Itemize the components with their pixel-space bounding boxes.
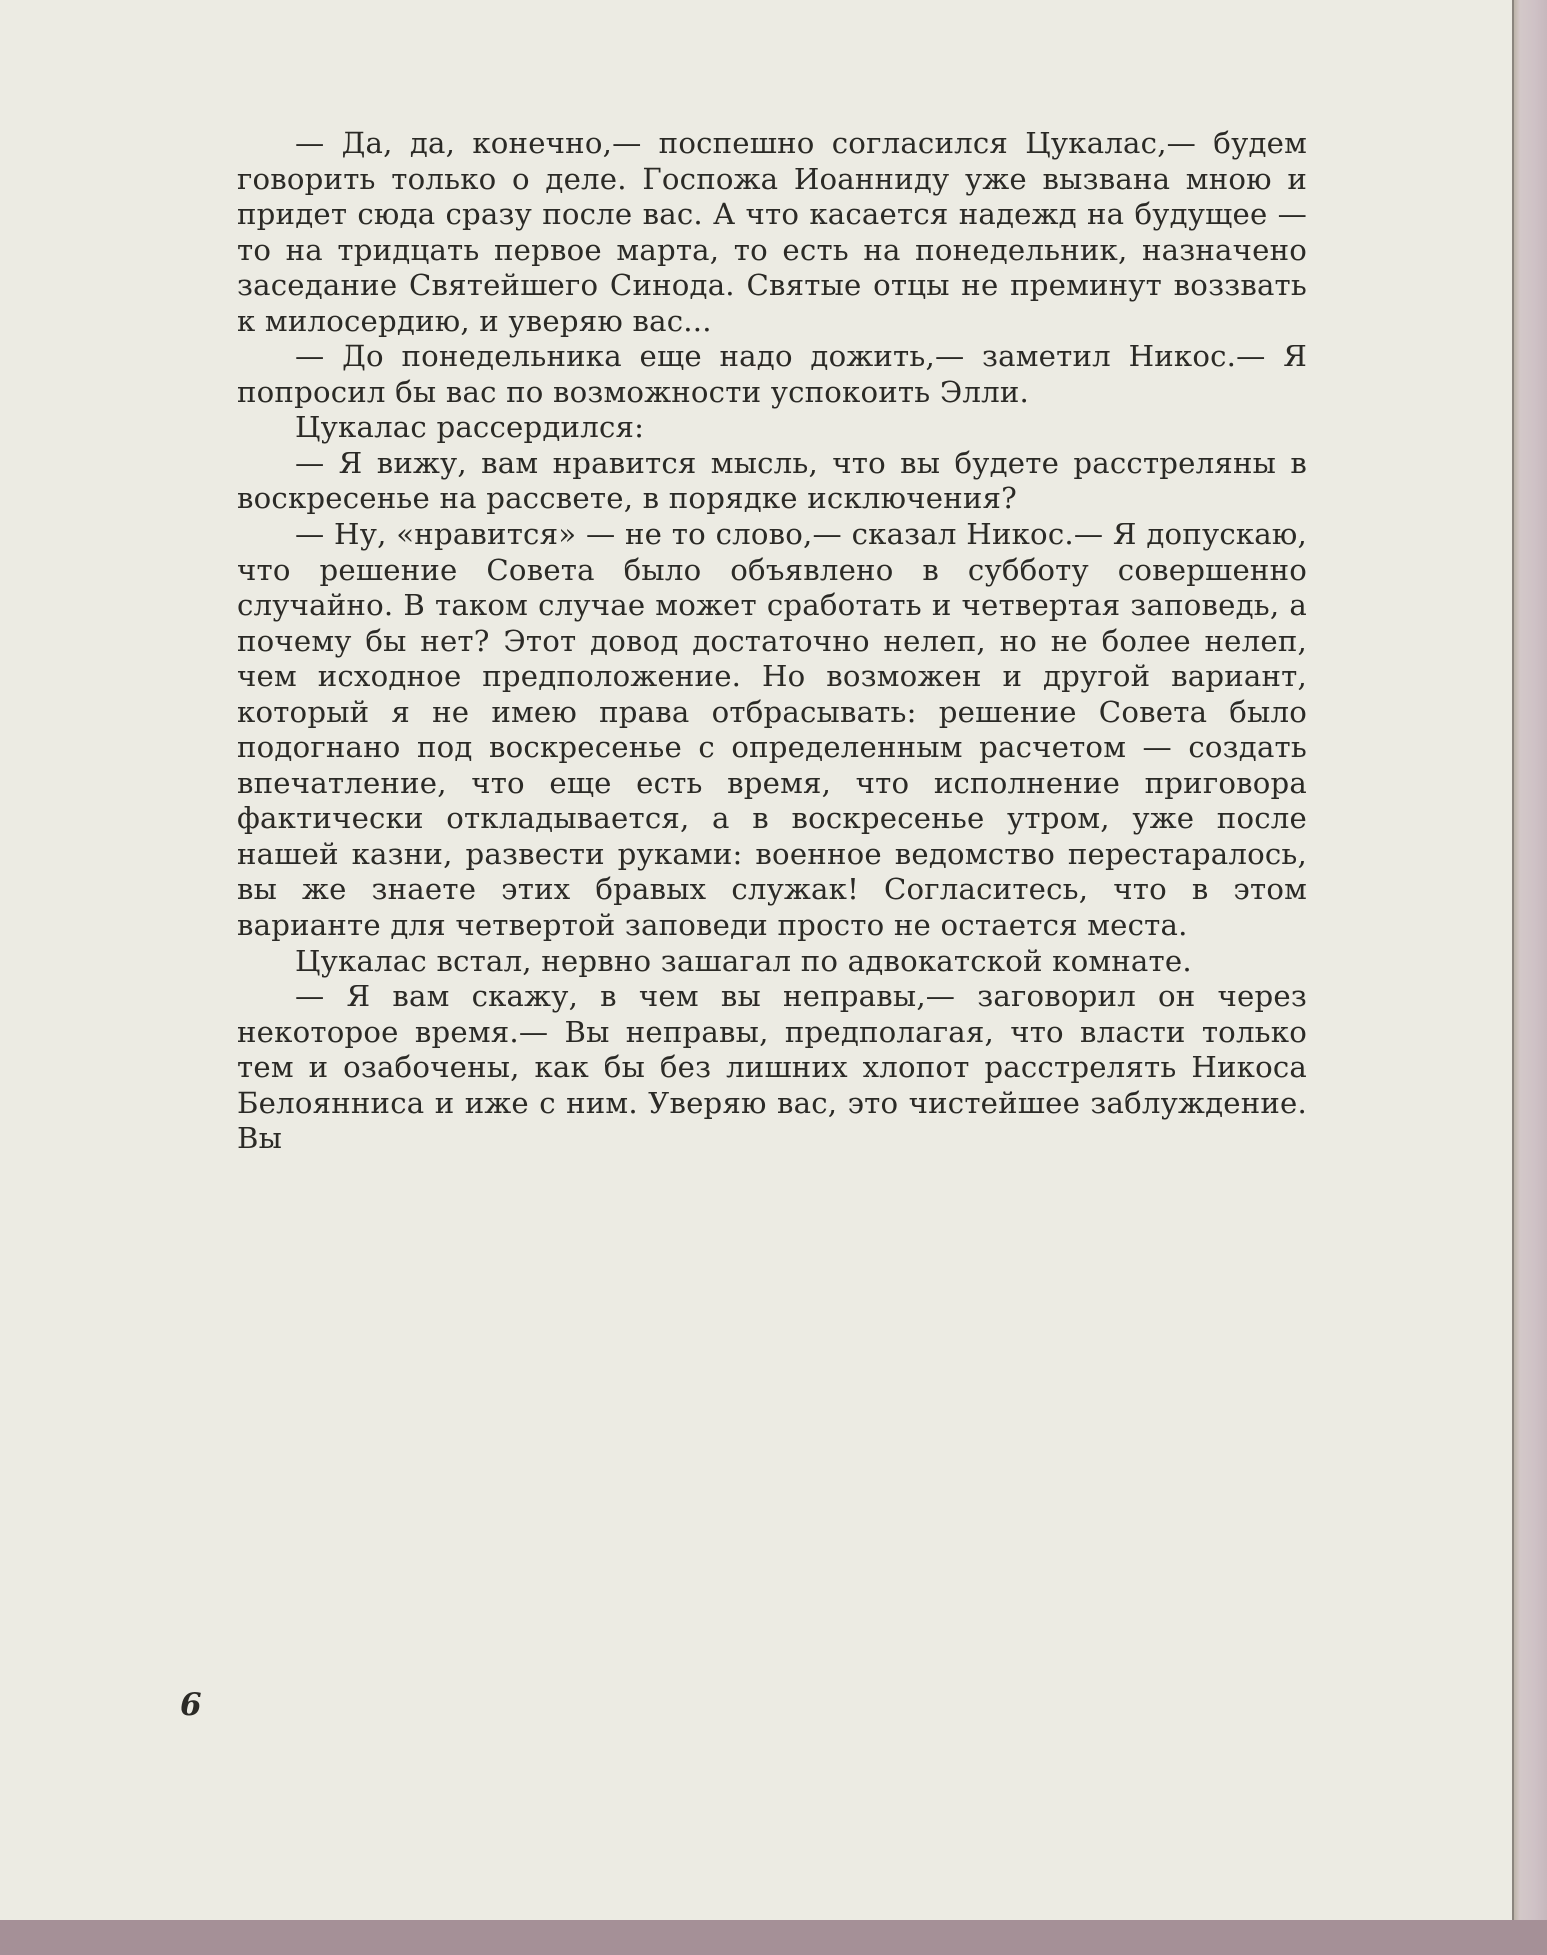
paragraph: — Я вам скажу, в чем вы неправы,— заговорил он через некоторое время.— Вы неправы, предполагая, что власти только тем и озабочены, как бы без лишних хлопот расстрелять Никоса Белоянниса и иже с ним. Уверяю вас, это чистейшее заблуждение. Вы [237,979,1307,1156]
paragraph: Цукалас рассердился: [295,410,645,445]
paragraph: — Да, да, конечно,— поспешно согласился Цукалас,— будем говорить только о деле. Госпожа Иоанниду уже вызвана мною и придет сюда сразу после вас. А что касается надежд на будущее — то на тридцать первое марта, то есть на понедельник, назначено заседание Святейшего Синода. Святые отцы не преминут воззвать к милосердию, и уверяю вас... [237,126,1307,338]
paragraph: Цукалас встал, нервно зашагал по адвокатской комнате. [295,943,1192,978]
page-number: 6 [180,1687,202,1723]
paragraph: — Ну, «нравится» — не то слово,— сказал Никос.— Я допускаю, что решение Совета было объявлено в субботу совершенно случайно. В таком случае может сработать и четвертая заповедь, а почему бы нет? Этот довод достаточно нелеп, но не более нелеп, чем исходное предположение. Но возможен и другой вариант, который я не имею права отбрасывать: решение Совета было подогнано под воскресенье с определенным расчетом — создать впечатление, что еще есть время, что исполнение приговора фактически откладывается, а в воскресенье утром, уже после нашей казни, развести руками: военное ведомство перестаралось, вы же знаете этих бравых служак! Согласитесь, что в этом варианте для четвертой заповеди просто не остается места. [237,517,1307,943]
paragraph: — До понедельника еще надо дожить,— заметил Никос.— Я попросил бы вас по возможности успокоить Элли. [237,339,1307,409]
book-cover-edge [1514,0,1547,1920]
paragraph: — Я вижу, вам нравится мысль, что вы будете расстреляны в воскресенье на рассвете, в порядке исключения? [237,445,1307,516]
page-text [237,126,1307,1157]
book-cover-bottom [0,1920,1547,1955]
